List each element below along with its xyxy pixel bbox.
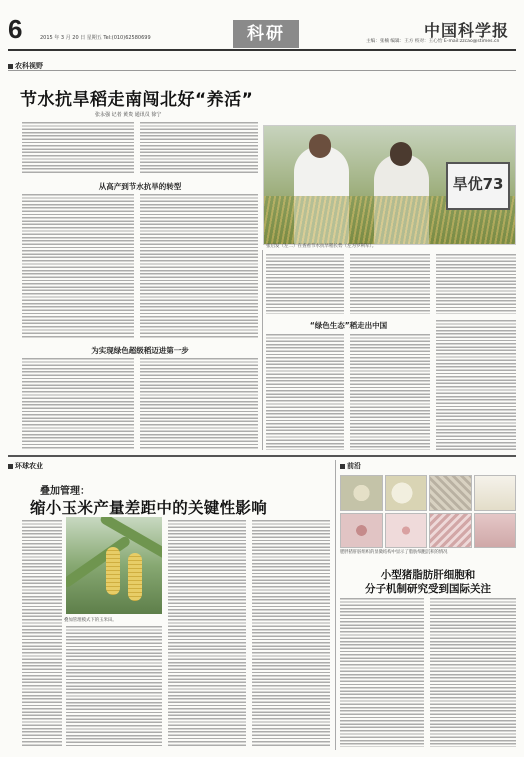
lead-col-3 [266,254,344,314]
micrograph-panel [429,513,472,549]
staff-line: 主编：张楠 编辑：王方 校对：王心怡 E-mail:zzcao@stimes.cn [366,39,500,44]
micrograph-panel [429,475,472,511]
micrograph-caption: 肥胖猪肝脏组织的显微结构中显示了脂肪细胞沉积的情况 [340,550,448,555]
lead-byline: 张永强 记者 黄贵 通讯员 徐宁 [95,112,162,118]
square-icon [8,464,13,469]
lead-subhead-1: 从高产到节水抗旱的转型 [98,182,182,191]
micrograph-panel [340,513,383,549]
section-head-label: 环球农业 [15,462,43,470]
column-rule-bottom [335,460,336,750]
corn-col-1 [22,520,62,747]
corn-title: 缩小玉米产量差距中的关键性影响 [30,498,268,517]
page-number: 6 [8,14,23,44]
pig-col-1 [340,598,424,747]
lead-intro-col-2 [140,122,258,174]
corn-photo-caption: 叠加管理模式下的玉米田。 [64,618,117,623]
column-rule [262,250,263,450]
pig-title-line-2: 分子机制研究受到国际关注 [365,583,491,595]
lead-subhead-2: “绿色生态”稻走出中国 [309,321,388,330]
corn-col-4 [252,520,330,747]
section-head-bottom-right [340,461,361,471]
lead-col-10 [140,358,258,450]
micrograph-grid [340,475,516,548]
variety-sign: 旱优73 [446,162,510,210]
section-tab: 科研 [233,20,299,48]
lead-col-8 [350,334,430,450]
lead-col-5 [436,254,516,314]
corn-kicker: 叠加管理： [40,486,90,497]
micrograph-panel [474,475,517,511]
masthead-rule [8,49,516,51]
corn-photo [66,517,162,614]
micrograph-panel [385,513,428,549]
newspaper-logo: 中国科学报 [424,21,510,40]
section-head-bottom-left [8,461,43,471]
micrograph-panel [385,475,428,511]
section-divider [8,70,516,71]
lead-photo [263,125,516,245]
masthead [0,0,524,52]
section-head-label: 前沿 [347,462,361,470]
lead-title: 节水抗旱稻走南闯北好“养活” [20,90,254,110]
lead-col-6 [436,320,516,450]
lead-col-9 [22,358,134,450]
micrograph-panel [340,475,383,511]
lead-photo-caption: 张启发（左二）在查看节水抗旱稻长势（左为罗利军）。 [266,244,377,249]
square-icon [8,64,13,69]
section-head-label: 农科视野 [15,62,43,70]
pig-title-line-1: 小型猪脂肪肝细胞和 [380,569,476,581]
lead-intro-col-1 [22,122,134,174]
lead-col-7 [266,334,344,450]
page-divider [8,455,516,457]
lead-col-1 [22,194,134,339]
pig-col-2 [430,598,516,747]
date-line: 2015 年 3 月 20 日 星期五 Tel:(010)62580699 [40,35,151,41]
lead-subhead-3: 为实现绿色超级稻迈进第一步 [91,346,189,355]
micrograph-panel [474,513,517,549]
corn-col-2 [66,626,162,747]
lead-col-4 [350,254,430,314]
square-icon [340,464,345,469]
corn-col-3 [168,520,246,747]
lead-col-2 [140,194,258,339]
